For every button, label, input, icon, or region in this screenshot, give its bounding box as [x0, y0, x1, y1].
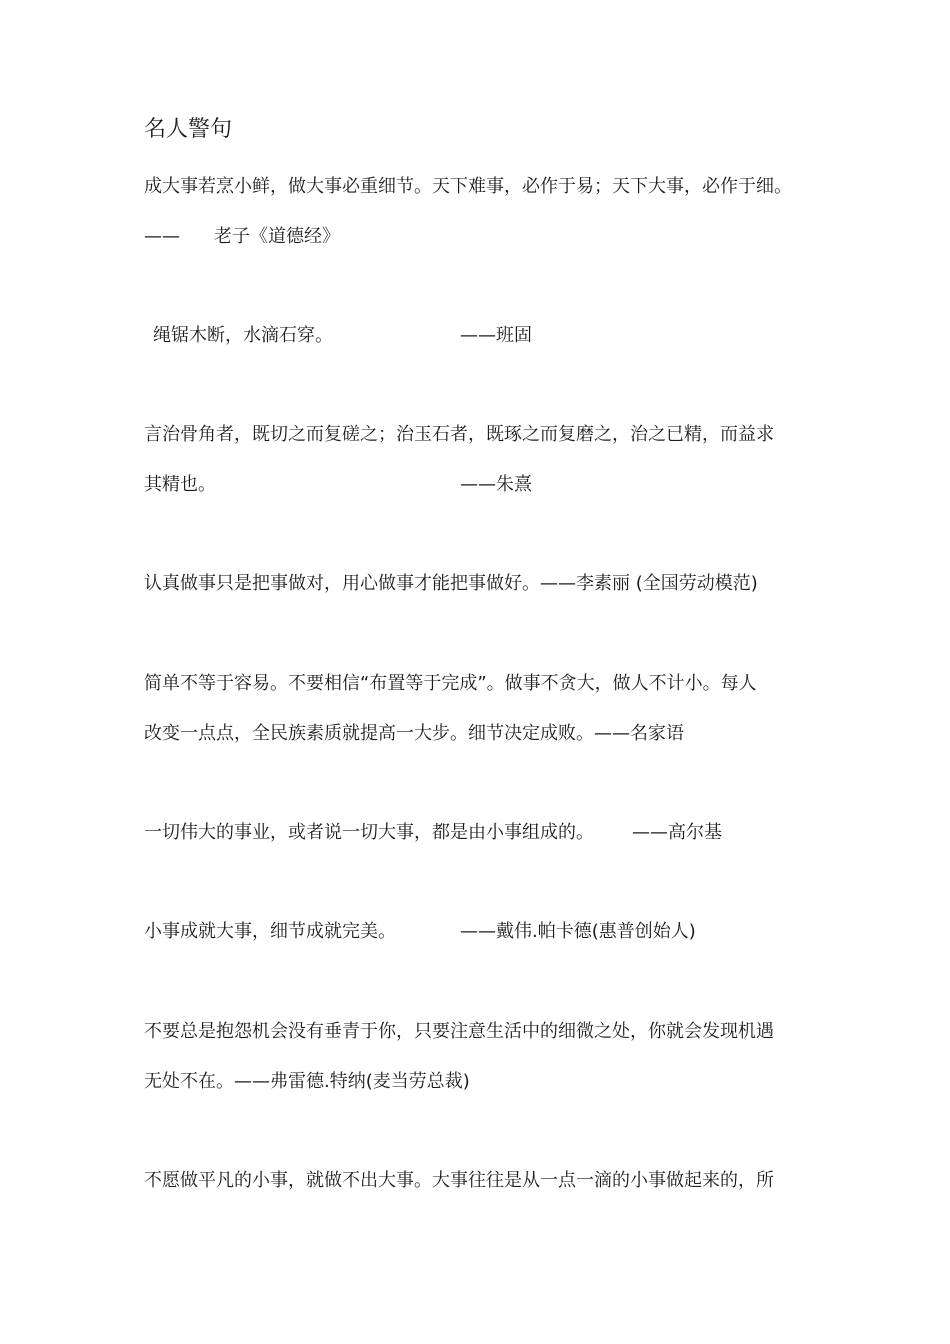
- quote-bangu-text: 绳锯木断，水滴石穿。: [153, 325, 333, 346]
- quote-mingjia-line-2: 改变一点点，全民族素质就提高一大步。细节决定成败。——名家语: [144, 723, 684, 744]
- quote-laozi-text: 成大事若烹小鲜，做大事必重细节。天下难事，必作于易；天下大事，必作于细。: [144, 176, 792, 197]
- quote-zhuxi-source: ——朱熹: [460, 474, 532, 495]
- quote-final-line-1: 不愿做平凡的小事，就做不出大事。大事往往是从一点一滴的小事做起来的，所: [144, 1170, 774, 1191]
- quote-gorky-source: ——高尔基: [632, 822, 722, 843]
- quote-laozi-source: 老子《道德经》: [214, 226, 340, 247]
- quote-mingjia-line-1: 简单不等于容易。不要相信“布置等于完成”。做事不贪大，做人不计小。每人: [144, 673, 757, 694]
- page-title: 名人警句: [144, 117, 233, 142]
- quote-gorky-text: 一切伟大的事业，或者说一切大事，都是由小事组成的。: [144, 822, 594, 843]
- quote-bangu-source: ——班固: [460, 325, 532, 346]
- quote-laozi-dash: ——: [144, 226, 180, 247]
- quote-turner-line-2: 无处不在。——弗雷德.特纳(麦当劳总裁): [144, 1071, 470, 1092]
- quote-lisuli-text: 认真做事只是把事做对，用心做事才能把事做好。——李素丽 (全国劳动模范): [144, 573, 758, 594]
- quote-zhuxi-line-2: 其精也。: [144, 474, 216, 495]
- quote-packard-text: 小事成就大事，细节成就完美。: [144, 921, 396, 942]
- quote-packard-source: ——戴伟.帕卡德(惠普创始人): [460, 921, 696, 942]
- quote-zhuxi-line-1: 言治骨角者，既切之而复磋之；治玉石者，既琢之而复磨之，治之已精，而益求: [144, 424, 774, 445]
- quote-turner-line-1: 不要总是抱怨机会没有垂青于你，只要注意生活中的细微之处，你就会发现机遇: [144, 1021, 774, 1042]
